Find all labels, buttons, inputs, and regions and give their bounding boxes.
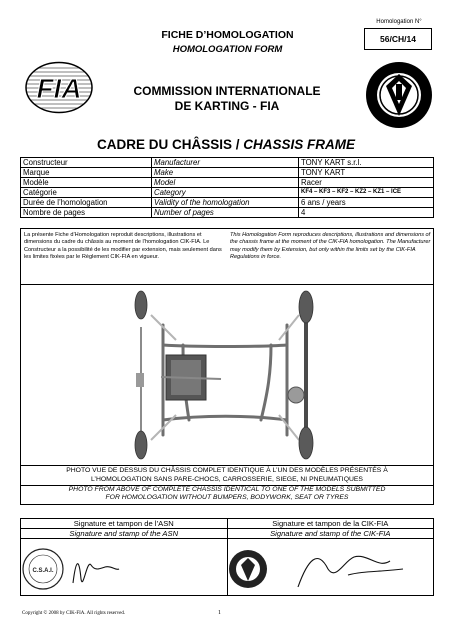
homologation-number: 56/CH/14 [380, 34, 416, 44]
asn-signature-label-en: Signature and stamp of the ASN [21, 529, 228, 539]
row-label-fr: Catégorie [21, 188, 152, 198]
table-row [21, 188, 434, 198]
table-row [21, 178, 434, 188]
cik-signature-label-en: Signature and stamp of the CIK-FIA [227, 529, 434, 539]
chassis-info-table [20, 157, 434, 218]
intro-text-fr: La présente Fiche d’Homologation reproduit descriptions, illustrations et dimensions du cadre du châssis au moment de l’homologation CIK-FIA. Le Constructeur a la possibilité de les modifier par extension, mais seulement dans les limites fixées par le Règlement CIK-FIA en vigueur. [24, 232, 222, 260]
row-value: 6 ans / years [299, 198, 434, 208]
fia-logo [24, 60, 94, 120]
row-value: KF4 – KF3 – KF2 – KZ2 – KZ1 – ICE [299, 188, 434, 198]
cik-logo [364, 60, 434, 135]
cik-signature-label-fr: Signature et tampon de la CIK-FIA [227, 519, 434, 529]
form-subtitle: HOMOLOGATION FORM [172, 44, 283, 55]
row-label-en: Number of pages [152, 208, 299, 218]
table-row [21, 158, 434, 168]
caption-en-line-1: PHOTO FROM ABOVE OF COMPLETE CHASSIS IDENTICAL TO ONE OF THE MODELS SUBMITTED [68, 485, 386, 493]
row-label-fr: Nombre de pages [21, 208, 152, 218]
chassis-photo-frame [20, 285, 434, 465]
row-label-fr: Constructeur [21, 158, 152, 168]
row-value: 4 [299, 208, 434, 218]
homologation-number-label: Homologation N° [376, 19, 422, 25]
intro-text-en: This Homologation Form reproduces descriptions, illustrations and dimensions of the chassis frame at the moment of the CIK-FIA homologation. The Manufacturer may modify them by Extension, but only within the limits set by the CIK-FIA Regulations in force. [230, 232, 431, 260]
table-row [21, 208, 434, 218]
row-label-en: Validity of the homologation [152, 198, 299, 208]
row-value: TONY KART [299, 168, 434, 178]
commission-line-2: DE KARTING - FIA [174, 99, 280, 113]
chassis-title-en: CHASSIS FRAME [243, 137, 356, 152]
row-label-en: Model [152, 178, 299, 188]
row-label-en: Category [152, 188, 299, 198]
asn-signature [73, 564, 119, 583]
signature-table [20, 518, 434, 596]
row-label-fr: Durée de l’homologation [21, 198, 152, 208]
row-label-en: Manufacturer [152, 158, 299, 168]
cik-stamp [229, 550, 267, 588]
intro-section [20, 228, 434, 285]
row-value: TONY KART s.r.l. [299, 158, 434, 168]
caption-fr-line-1: PHOTO VUE DE DESSUS DU CHÂSSIS COMPLET IDENTIQUE À L’UN DES MODÈLES PRÉSENTÉS À [66, 467, 388, 474]
fia-logo-text: FIA [36, 73, 82, 104]
cik-signature-area [227, 539, 434, 596]
caption-fr-line-2: L’HOMOLOGATION SANS PARE-CHOCS, CARROSSERIE, SIEGE, NI PNEUMATIQUES [91, 475, 363, 483]
caption-en-line-2: FOR HOMOLOGATION WITHOUT BUMPERS, BODYWORK, SEAT OR TYRES [105, 494, 349, 502]
form-title: FICHE D’HOMOLOGATION [161, 29, 294, 41]
chassis-title-fr: CADRE DU CHÂSSIS / [96, 137, 244, 152]
row-value: Racer [299, 178, 434, 188]
commission-heading [112, 84, 342, 114]
asn-signature-area [21, 539, 228, 596]
row-label-en: Make [152, 168, 299, 178]
row-label-fr: Modèle [21, 178, 152, 188]
table-row [21, 168, 434, 178]
table-row [21, 198, 434, 208]
caption-en [21, 485, 433, 504]
homologation-number-box [364, 28, 432, 50]
row-label-fr: Marque [21, 168, 152, 178]
asn-signature-label-fr: Signature et tampon de l’ASN [21, 519, 228, 529]
copyright-notice: Copyright © 2008 by CIK-FIA. All rights reserved. [22, 611, 126, 616]
cik-signature [298, 556, 403, 587]
svg-text:C.S.A.I.: C.S.A.I. [32, 568, 54, 574]
chassis-frame-title [20, 137, 432, 152]
asn-stamp [23, 549, 63, 589]
chassis-photo [121, 285, 333, 465]
page-number: 1 [218, 610, 221, 616]
caption-fr [21, 467, 433, 485]
photo-caption [20, 465, 434, 505]
commission-line-1: COMMISSION INTERNATIONALE [133, 84, 321, 98]
